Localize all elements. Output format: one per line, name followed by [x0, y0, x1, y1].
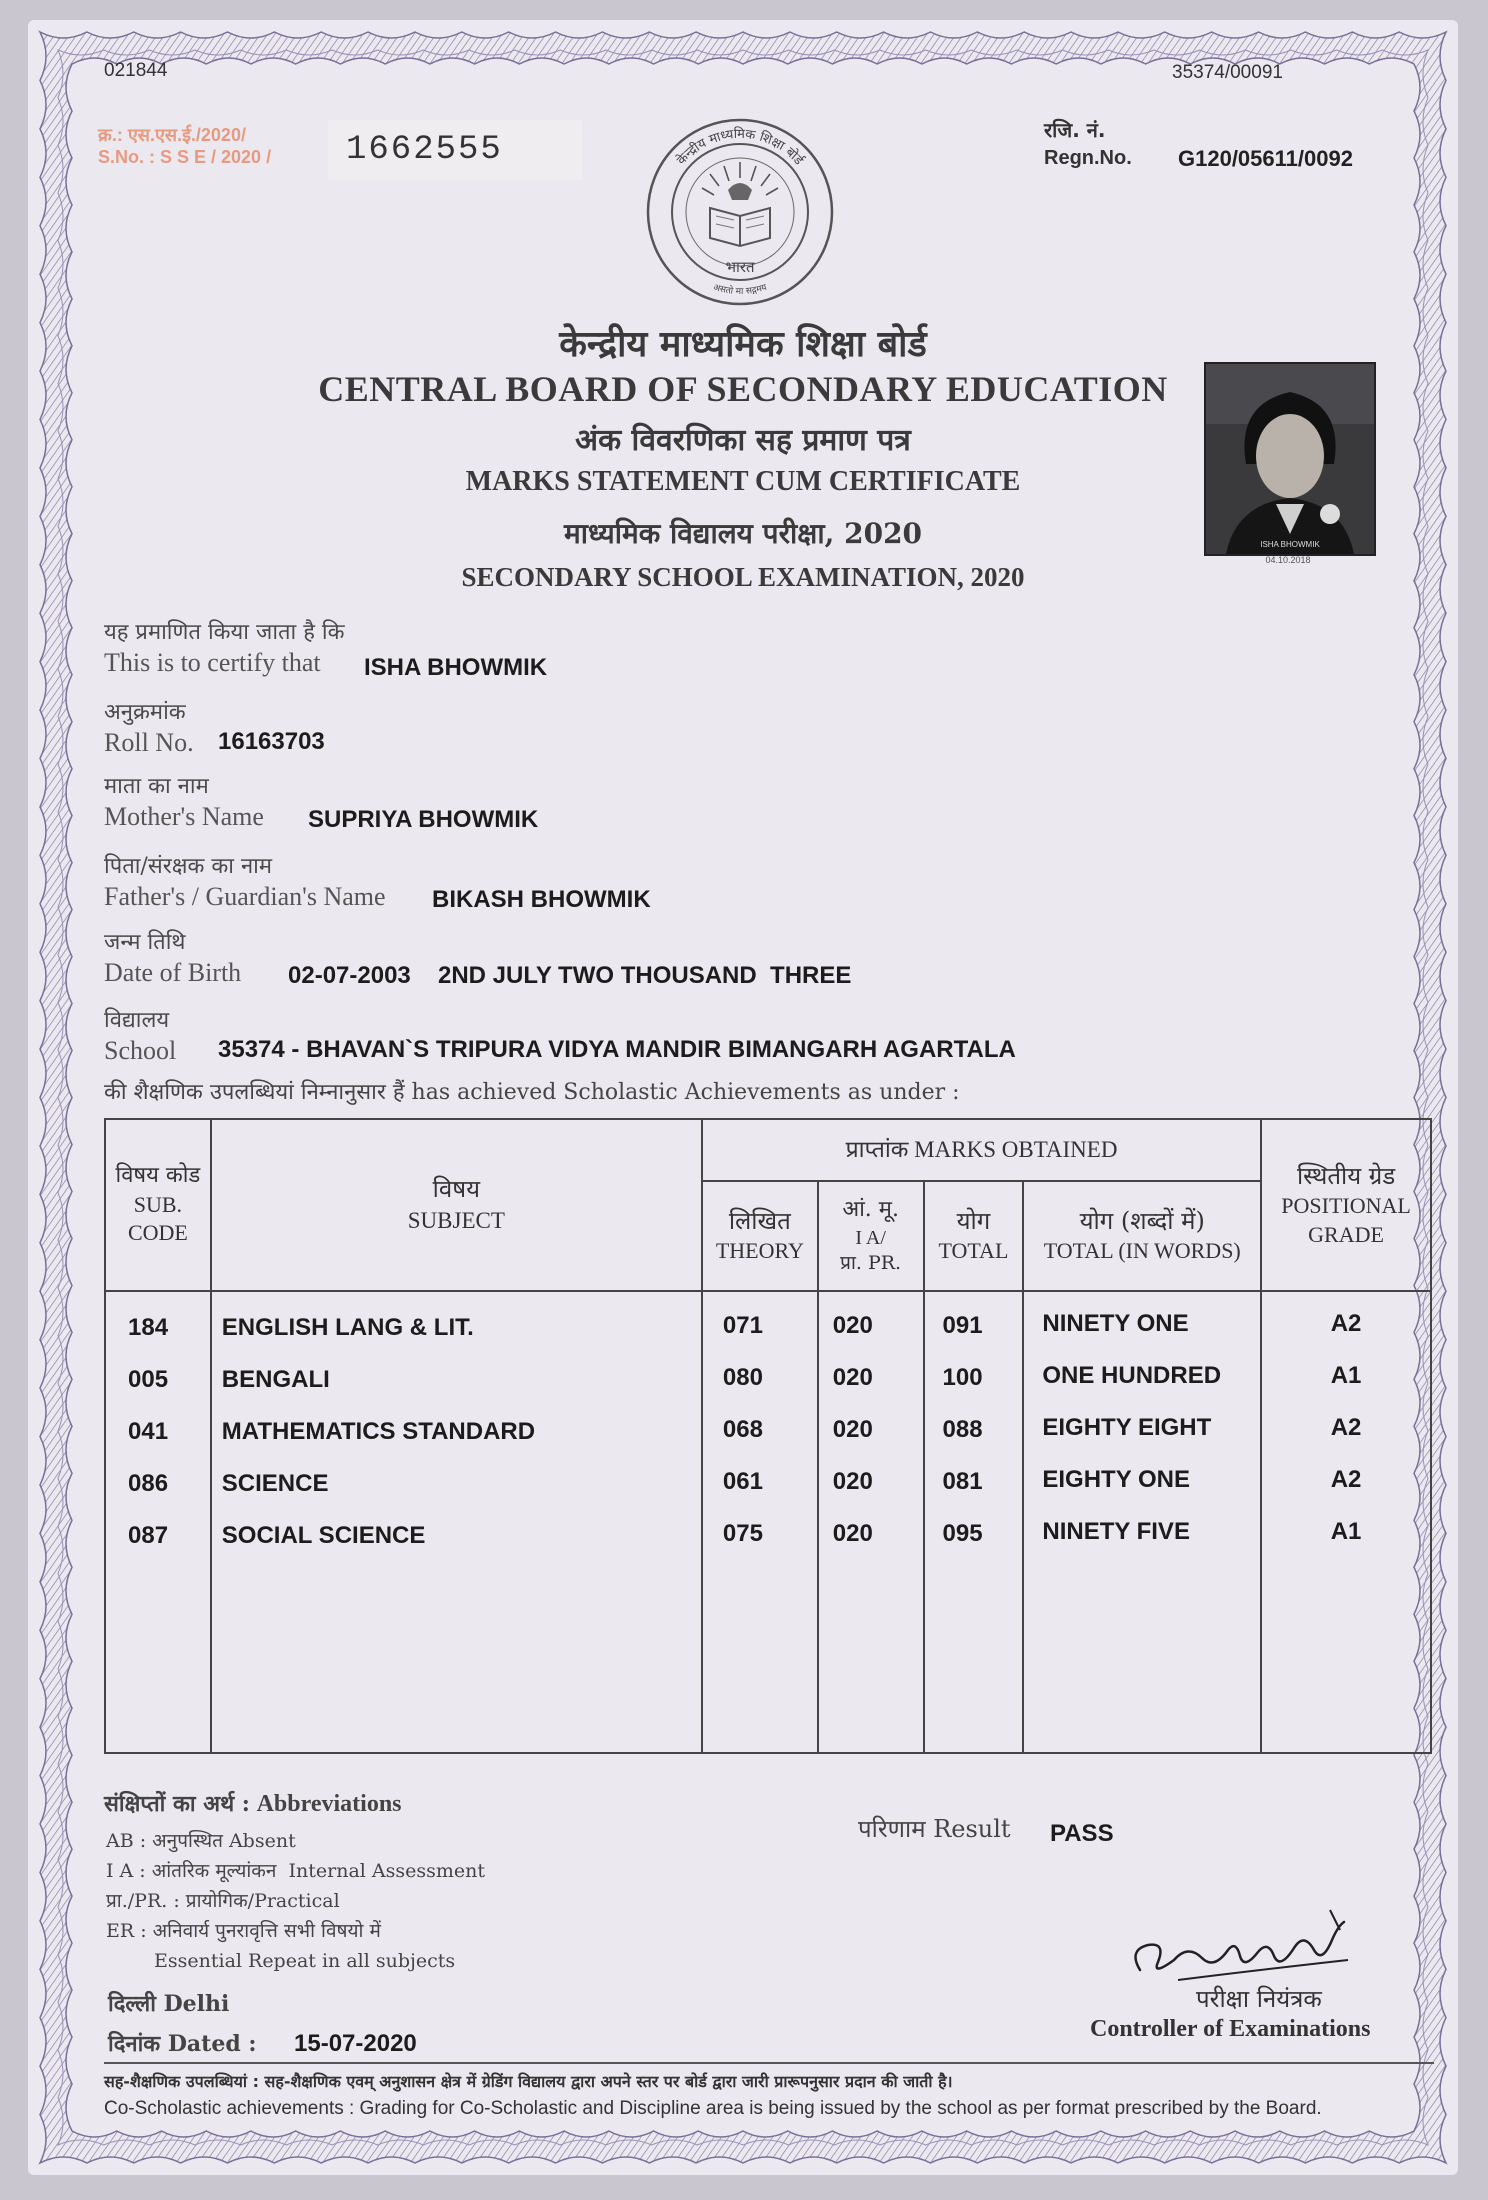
- cell-total: 091: [942, 1312, 983, 1339]
- header-ia-english: I A/: [855, 1226, 886, 1249]
- abbrev-title-english: Abbreviations: [256, 1791, 402, 1817]
- header-theory-english: THEORY: [715, 1238, 804, 1264]
- cell-grade: A2: [1330, 1310, 1362, 1337]
- sno-hindi: क्र.: एस.एस.ई./2020/: [98, 125, 246, 145]
- regn-label: [1044, 116, 1132, 172]
- emblem-motto: असतो मा सद्गमय: [711, 282, 769, 298]
- cell-grade: A2: [1330, 1414, 1362, 1441]
- col-words: [1023, 1291, 1261, 1753]
- roll-english: Roll No.: [104, 728, 194, 757]
- mother-english: Mother's Name: [104, 802, 264, 831]
- header-theory-hindi: लिखित: [728, 1207, 791, 1236]
- student-photo: [1204, 362, 1376, 556]
- header-ia: [818, 1181, 924, 1291]
- cell-theory: 080: [722, 1364, 763, 1391]
- cell-theory: 071: [722, 1312, 763, 1339]
- dob-hindi: जन्म तिथि: [104, 930, 186, 955]
- result-value: PASS: [1050, 1820, 1114, 1847]
- header-grade-en2: GRADE: [1308, 1221, 1384, 1247]
- school-hindi: विद्यालय: [104, 1008, 170, 1033]
- header-total-words: [1023, 1181, 1261, 1291]
- emblem-text: केन्द्रीय माध्यमिक शिक्षा बोर्ड: [674, 126, 806, 169]
- table-header-row: [105, 1119, 1431, 1181]
- footer-divider: [104, 2062, 1434, 2064]
- cell-ia: 020: [832, 1468, 873, 1495]
- controller-title-english: Controller of Examinations: [1090, 2016, 1371, 2042]
- father-hindi: पिता/संरक्षक का नाम: [104, 854, 273, 879]
- header-total: [924, 1181, 1024, 1291]
- dob-value: 02-07-2003: [288, 962, 411, 989]
- certificate: [28, 20, 1458, 2175]
- dated-value: 15-07-2020: [294, 2030, 417, 2057]
- emblem-country: भारत: [725, 258, 755, 276]
- sno-english: S.No. : S S E / 2020 /: [98, 147, 272, 167]
- cell-grade: A1: [1330, 1518, 1362, 1545]
- mother-hindi: माता का नाम: [104, 774, 209, 799]
- header-ia-hindi: आं. मू.: [842, 1197, 899, 1223]
- abbrev-ia: I A : आंतरिक मूल्यांकन Internal Assessment: [106, 1860, 486, 1882]
- regn-english: Regn.No.: [1044, 147, 1132, 169]
- header-code-en1: SUB.: [133, 1191, 183, 1217]
- cell-theory: 068: [722, 1416, 763, 1443]
- regn-hindi: रजि. नं.: [1044, 118, 1106, 142]
- mother-name: SUPRIYA BHOWMIK: [308, 806, 539, 833]
- table-body-row: [105, 1291, 1431, 1753]
- abbrev-ab: AB : अनुपस्थित Absent: [106, 1830, 296, 1852]
- cell-theory: 075: [722, 1520, 763, 1547]
- roll-hindi: अनुक्रमांक: [104, 700, 186, 725]
- cell-grade: A1: [1330, 1362, 1362, 1389]
- header-code-en2: CODE: [127, 1220, 188, 1246]
- abbrev-pr: प्रा./PR. : प्रायोगिक/Practical: [106, 1890, 340, 1912]
- header-grade: [1261, 1119, 1431, 1291]
- school-name: 35374 - BHAVAN`S TRIPURA VIDYA MANDIR BIMANGARH AGARTALA: [218, 1036, 1016, 1063]
- exam-title-hindi: माध्यमिक विद्यालय परीक्षा, 2020: [563, 517, 923, 550]
- col-theory: [702, 1291, 818, 1753]
- father-english: Father's / Guardian's Name: [104, 882, 386, 911]
- cell-words: EIGHTY ONE: [1042, 1466, 1190, 1493]
- cell-subject: SCIENCE: [221, 1470, 329, 1497]
- cell-subject: SOCIAL SCIENCE: [221, 1522, 426, 1549]
- cell-code: 005: [128, 1366, 169, 1393]
- certify-english: This is to certify that: [104, 648, 321, 677]
- header-subject-hindi: विषय: [432, 1175, 481, 1204]
- header-grade-en1: POSITIONAL: [1281, 1193, 1411, 1218]
- place: [108, 1988, 229, 2018]
- board-name-english: CENTRAL BOARD OF SECONDARY EDUCATION: [318, 369, 1168, 409]
- abbrev-title: [104, 1788, 402, 1818]
- dated-label: दिनांक Dated :: [108, 2031, 257, 2057]
- sno-label: [98, 124, 271, 168]
- cell-words: EIGHTY EIGHT: [1042, 1414, 1212, 1441]
- abbrev-er-english: Essential Repeat in all subjects: [154, 1950, 456, 1972]
- footer-hindi: सह-शैक्षणिक उपलब्धियां : सह-शैक्षणिक एवम् अनुशासन क्षेत्र में ग्रेडिंग विद्यालय द्वारा अपने स्तर पर बोर्ड द्वारा जारी प्रारूपनुसार प्रदान की जाती है।: [104, 2072, 953, 2091]
- serial-top-left: 021844: [104, 60, 168, 81]
- regn-number: G120/05611/0092: [1178, 146, 1353, 171]
- header-code-hindi: विषय कोड: [115, 1163, 201, 1189]
- student-portrait-icon: [1206, 364, 1374, 554]
- father-name: BIKASH BHOWMIK: [432, 886, 651, 913]
- photo-caption: [1206, 540, 1374, 549]
- header-subject-english: SUBJECT: [407, 1207, 505, 1233]
- header-words-hindi: योग (शब्दों में): [1079, 1207, 1205, 1236]
- cert-title-english: MARKS STATEMENT CUM CERTIFICATE: [465, 466, 1021, 497]
- header-theory: [702, 1181, 818, 1291]
- dob-english: Date of Birth: [104, 958, 242, 987]
- col-total: [924, 1291, 1024, 1753]
- exam-title-english: SECONDARY SCHOOL EXAMINATION, 2020: [461, 562, 1025, 592]
- marks-table: [104, 1118, 1432, 1754]
- cell-words: NINETY FIVE: [1042, 1518, 1190, 1545]
- cell-code: 041: [128, 1418, 169, 1445]
- header-words-english: TOTAL (IN WORDS): [1043, 1238, 1241, 1264]
- certificate-number: 1662555: [328, 120, 582, 180]
- roll-number: 16163703: [218, 728, 325, 755]
- place-english: Delhi: [163, 1991, 230, 2017]
- cell-ia: 020: [832, 1520, 873, 1547]
- dob-words: 2ND JULY TWO THOUSAND THREE: [438, 962, 852, 989]
- result-label: परिणाम Result: [858, 1815, 1011, 1843]
- cert-title-hindi: अंक विवरणिका सह प्रमाण पत्र: [575, 423, 911, 458]
- cell-code: 086: [128, 1470, 169, 1497]
- serial-top-right: 35374/00091: [1172, 62, 1283, 83]
- svg-text:असतो मा सद्गमय: [712, 283, 769, 298]
- cell-subject: MATHEMATICS STANDARD: [221, 1418, 536, 1445]
- header-subject: [211, 1119, 702, 1291]
- header-sub-code: [105, 1119, 211, 1291]
- cell-ia: 020: [832, 1312, 873, 1339]
- cell-total: 100: [942, 1364, 983, 1391]
- photo-caption-date: 04.10.2018: [1265, 555, 1311, 565]
- cell-words: NINETY ONE: [1042, 1310, 1189, 1337]
- cell-code: 184: [128, 1314, 169, 1341]
- col-code: [105, 1291, 211, 1753]
- header-total-hindi: योग: [956, 1207, 991, 1236]
- col-ia: [818, 1291, 924, 1753]
- header-pr: प्रा. PR.: [840, 1251, 902, 1274]
- cell-total: 081: [942, 1468, 983, 1495]
- cell-total: 095: [942, 1520, 983, 1547]
- controller-title-hindi: परीक्षा नियंत्रक: [1196, 1985, 1322, 2013]
- cell-code: 087: [128, 1522, 169, 1549]
- school-english: School: [104, 1036, 177, 1065]
- student-name: ISHA BHOWMIK: [364, 654, 548, 681]
- abbrev-title-hindi: संक्षिप्तों का अर्थ :: [104, 1791, 250, 1817]
- cell-theory: 061: [722, 1468, 763, 1495]
- certify-hindi: यह प्रमाणित किया जाता है कि: [104, 620, 345, 645]
- cell-grade: A2: [1330, 1466, 1362, 1493]
- cell-subject: ENGLISH LANG & LIT.: [221, 1314, 474, 1341]
- col-grade: [1261, 1291, 1431, 1753]
- cell-words: ONE HUNDRED: [1042, 1362, 1222, 1389]
- cell-ia: 020: [832, 1364, 873, 1391]
- abbrev-list: [106, 1826, 485, 1976]
- col-subject: [211, 1291, 702, 1753]
- header-grade-hindi: स्थितीय ग्रेड: [1296, 1161, 1396, 1190]
- cbse-emblem-icon: [640, 112, 840, 312]
- achieved-line: की शैक्षणिक उपलब्धियां निम्नानुसार हैं has achieved Scholastic Achievements as under :: [104, 1080, 960, 1105]
- place-hindi: दिल्ली: [108, 1991, 156, 2017]
- cell-subject: BENGALI: [221, 1366, 330, 1393]
- cell-total: 088: [942, 1416, 983, 1443]
- cell-ia: 020: [832, 1416, 873, 1443]
- header-marks-obtained: प्राप्तांक MARKS OBTAINED: [702, 1119, 1261, 1181]
- header-total-english: TOTAL: [938, 1238, 1009, 1264]
- photo-caption-name: ISHA BHOWMIK: [1260, 540, 1320, 549]
- footer-english: Co-Scholastic achievements : Grading for Co-Scholastic and Discipline area is being issued by the school as per format prescribed by the Board.: [104, 2098, 1322, 2119]
- board-name-hindi: केन्द्रीय माध्यमिक शिक्षा बोर्ड: [559, 323, 927, 365]
- abbrev-er: ER : अनिवार्य पुनरावृत्ति सभी विषयो में: [106, 1920, 381, 1942]
